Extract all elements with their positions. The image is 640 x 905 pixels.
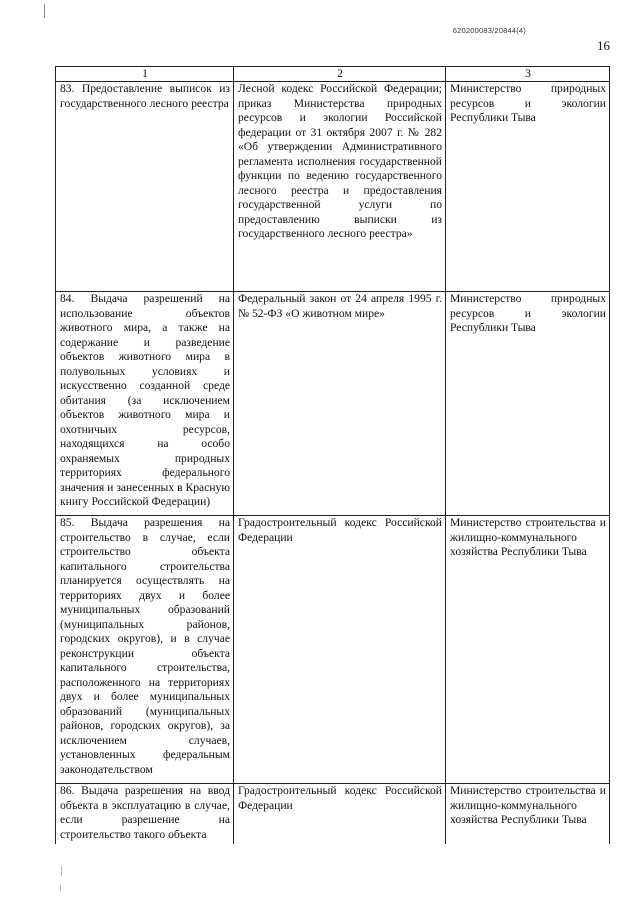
legal-basis-cell [234, 516, 446, 784]
scan-artifact [44, 4, 45, 18]
column-number-row [56, 67, 610, 82]
service-cell [56, 516, 234, 784]
ministry-text: Министерство строительства и жилищно-коммунального хозяйства Республики Тыва [450, 784, 606, 826]
table-row [56, 784, 610, 844]
service-cell [56, 292, 234, 516]
scan-artifact [61, 866, 62, 876]
ministry-cell [446, 516, 610, 784]
ministry-cell [446, 784, 610, 844]
legal-basis-cell [234, 82, 446, 292]
legal-basis-text: Градостроительный кодекс Российской Федерации [238, 516, 442, 544]
ministry-text: Министерство природных ресурсов и экологии Республики Тыва [450, 82, 606, 124]
legal-basis-cell [234, 784, 446, 844]
services-table [55, 66, 610, 844]
column-number: 1 [56, 67, 234, 82]
page-number: 16 [597, 38, 610, 53]
column-number: 3 [446, 67, 610, 82]
document-registration-number: 620200083/20844(4) [452, 26, 526, 35]
scan-artifact [60, 885, 61, 891]
service-text: 85. Выдача разрешения на строительство в случае, если строительство объекта капитального строительства планируется осуществлять на территориях двух и более муниципальных образований (муниципальных районов, городских округов), и в случае реконструкции объекта капитального строительства, расположенного на территориях двух и более муниципальных образований (муниципальных районов, городских округов), за исключением случаев, установленных федеральным законодательством [60, 516, 230, 776]
ministry-cell [446, 82, 610, 292]
column-number: 2 [234, 67, 446, 82]
ministry-cell [446, 292, 610, 516]
table-row [56, 516, 610, 784]
ministry-text: Министерство строительства и жилищно-коммунального хозяйства Республики Тыва [450, 516, 606, 558]
table-row [56, 82, 610, 292]
ministry-text: Министерство природных ресурсов и экологии Республики Тыва [450, 292, 606, 334]
service-text: 83. Предоставление выписок из государственного лесного реестра [60, 82, 230, 110]
service-text: 84. Выдача разрешений на использование объектов животного мира, а также на содержание и разведение объектов животного мира в полувольных условиях и искусственно созданной среде обитания (за исключением объектов животного мира и охотничьих ресурсов, находящихся на особо охраняемых природных территориях федерального значения и занесенных в Красную книгу Российской Федерации) [60, 292, 230, 508]
service-cell [56, 82, 234, 292]
service-cell [56, 784, 234, 844]
service-text: 86. Выдача разрешения на ввод объекта в эксплуатацию в случае, если разрешение на строительство такого объекта [60, 784, 230, 841]
legal-basis-cell [234, 292, 446, 516]
legal-basis-text: Федеральный закон от 24 апреля 1995 г. № 52-ФЗ «О животном мире» [238, 292, 442, 320]
table-row [56, 292, 610, 516]
legal-basis-text: Лесной кодекс Российской Федерации; приказ Министерства природных ресурсов и экологии Российской федерации от 31 октября 2007 г. № 282 «Об утверждении Административного регламента исполнения государственной функции по ведению государственного лесного реестра и предоставления государственной услуги по предоставлению выписки из государственного лесного реестра» [238, 82, 442, 240]
legal-basis-text: Градостроительный кодекс Российской Федерации [238, 784, 442, 812]
